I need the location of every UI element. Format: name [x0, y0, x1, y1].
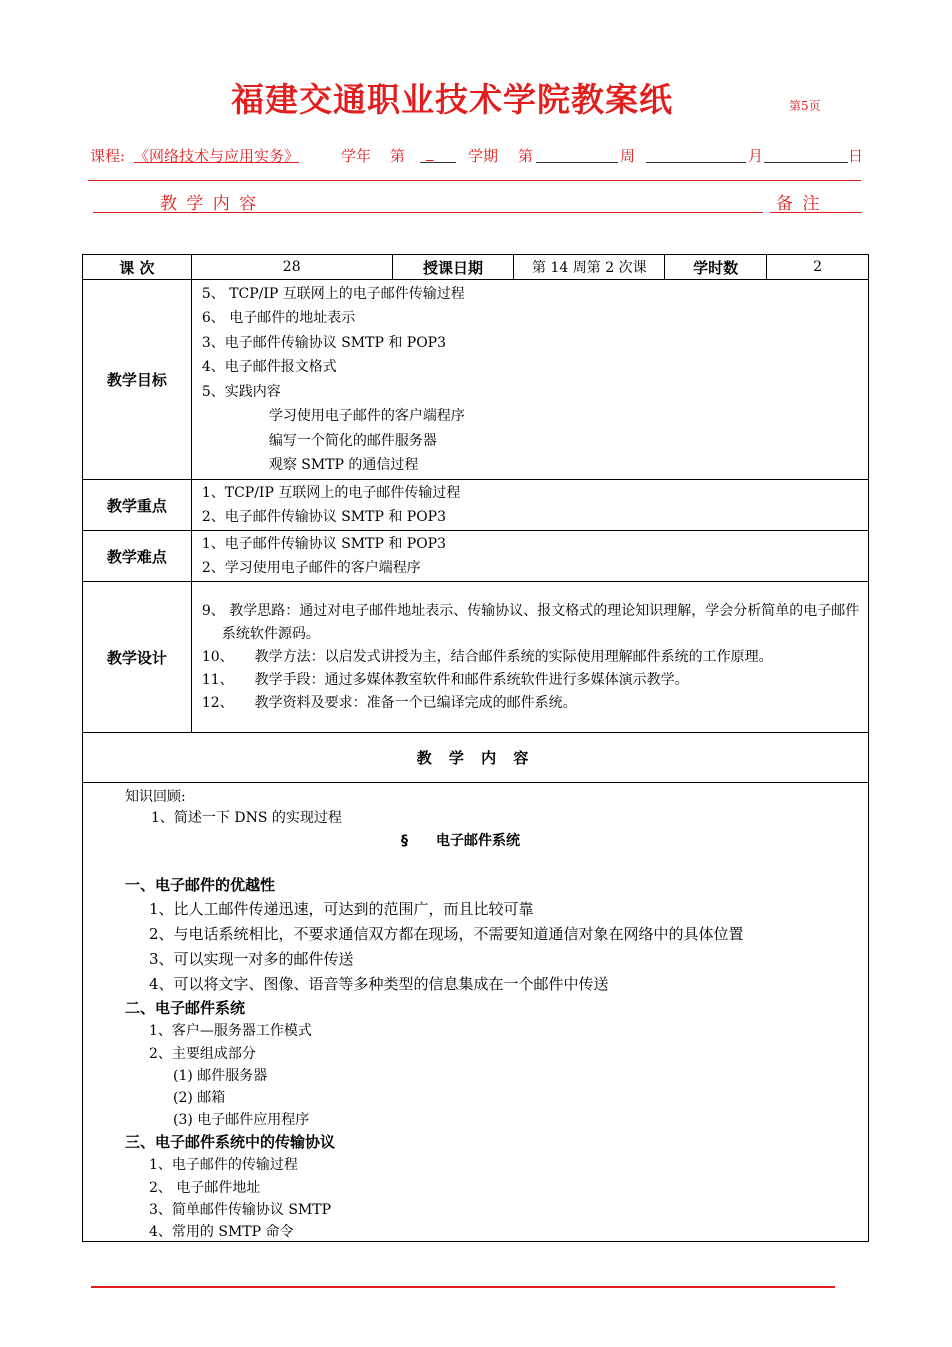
list-item: 5、实践内容: [201, 383, 281, 400]
year-label: 学年: [341, 147, 372, 165]
footer-divider: [91, 1286, 835, 1288]
notes-underline: [770, 212, 862, 213]
list-item: 3、简单邮件传输协议 SMTP: [149, 1202, 332, 1218]
difficult-points-list: [191, 531, 868, 582]
heading-system: 二、电子邮件系统: [125, 999, 246, 1017]
list-item: (1) 邮件服务器: [173, 1068, 268, 1084]
page-title: 福建交通职业技术学院教案纸: [231, 80, 673, 119]
heading-protocols: 三、电子邮件系统中的传输协议: [125, 1133, 336, 1151]
month-underline: [646, 145, 746, 163]
course-label: 课程:: [90, 147, 126, 165]
term-prefix: 第: [390, 147, 406, 165]
notes-column-label: 备 注: [776, 194, 822, 214]
list-item: 1、TCP/IP 互联网上的电子邮件传输过程: [201, 484, 461, 501]
term-underline: [420, 145, 456, 163]
difficult-points-label: 教学难点: [83, 531, 192, 582]
header-divider: [88, 180, 861, 181]
list-item: 2、 电子邮件地址: [149, 1180, 261, 1196]
list-item: 1、比人工邮件传递迅速，可达到的范围广，而且比较可靠: [149, 900, 534, 918]
list-item: 2、电子邮件传输协议 SMTP 和 POP3: [201, 509, 447, 525]
day-underline: [764, 145, 848, 163]
heading-advantages: 一、电子邮件的优越性: [125, 876, 276, 894]
page-number: 第5页: [789, 99, 821, 113]
list-item: 11、 教学手段：通过多媒体教室软件和邮件系统软件进行多媒体演示教学。: [201, 671, 689, 688]
design-label: 教学设计: [83, 582, 192, 733]
list-item: 2、学习使用电子邮件的客户端程序: [201, 560, 421, 576]
week-underline: [536, 145, 618, 163]
list-item: 学习使用电子邮件的客户端程序: [268, 408, 465, 424]
review-label: 知识回顾:: [125, 789, 186, 805]
month-label: 月: [748, 147, 764, 165]
content-column-label: 教 学 内 容: [160, 194, 259, 214]
lesson-value: 28: [191, 255, 392, 280]
day-label: 日: [848, 147, 864, 165]
date-value: 第 14 周第 2 次课: [514, 255, 665, 280]
term-label: 学期: [468, 147, 499, 165]
lesson-plan-table: [82, 254, 869, 783]
term-blank: _: [426, 145, 434, 163]
list-item: 6、 电子邮件的地址表示: [201, 310, 356, 326]
week-prefix: 第: [518, 147, 534, 165]
list-item: 9、 教学思路：通过对电子邮件地址表示、传输协议、报文格式的理论知识理解，学会分析简单的电子邮件系统软件源码。: [201, 602, 860, 642]
list-item: 1、电子邮件的传输过程: [149, 1157, 298, 1173]
lesson-label: 课 次: [83, 255, 192, 280]
list-item: 4、可以将文字、图像、语音等多种类型的信息集成在一个邮件中传送: [149, 975, 609, 993]
list-item: 编写一个简化的邮件服务器: [268, 432, 437, 449]
list-item: 1、电子邮件传输协议 SMTP 和 POP3: [201, 535, 447, 552]
objectives-label: 教学目标: [83, 280, 192, 480]
section-title: § 电子邮件系统: [401, 833, 520, 849]
list-item: 观察 SMTP 的通信过程: [268, 457, 419, 473]
review-item: 1、简述一下 DNS 的实现过程: [151, 810, 342, 826]
design-list: [191, 582, 868, 733]
list-item: 4、常用的 SMTP 命令: [149, 1224, 294, 1240]
hours-value: 2: [767, 255, 869, 280]
objectives-list: [191, 280, 868, 480]
content-heading: 教 学 内 容: [83, 733, 869, 783]
content-underline: [93, 212, 763, 213]
teaching-content: [82, 782, 869, 1242]
list-item: 12、 教学资料及要求：准备一个已编译完成的邮件系统。: [201, 694, 577, 711]
key-points-list: [191, 480, 868, 531]
list-item: 1、客户—服务器工作模式: [149, 1023, 312, 1039]
list-item: 3、电子邮件传输协议 SMTP 和 POP3: [201, 334, 447, 351]
list-item: 2、主要组成部分: [149, 1046, 256, 1062]
list-item: 2、与电话系统相比，不要求通信双方都在现场，不需要知道通信对象在网络中的具体位置: [149, 925, 744, 943]
list-item: 3、可以实现一对多的邮件传送: [149, 950, 354, 968]
key-points-label: 教学重点: [83, 480, 192, 531]
list-item: (3) 电子邮件应用程序: [173, 1112, 310, 1128]
list-item: 4、电子邮件报文格式: [201, 359, 337, 375]
list-item: 10、 教学方法：以启发式讲授为主，结合邮件系统的实际使用理解邮件系统的工作原理。: [201, 648, 773, 665]
hours-label: 学时数: [665, 255, 767, 280]
list-item: 5、 TCP/IP 互联网上的电子邮件传输过程: [201, 285, 465, 302]
week-label: 周: [620, 147, 636, 165]
date-label: 授课日期: [392, 255, 514, 280]
course-name: 《网络技术与应用实务》: [134, 147, 300, 165]
list-item: (2) 邮箱: [173, 1090, 226, 1106]
